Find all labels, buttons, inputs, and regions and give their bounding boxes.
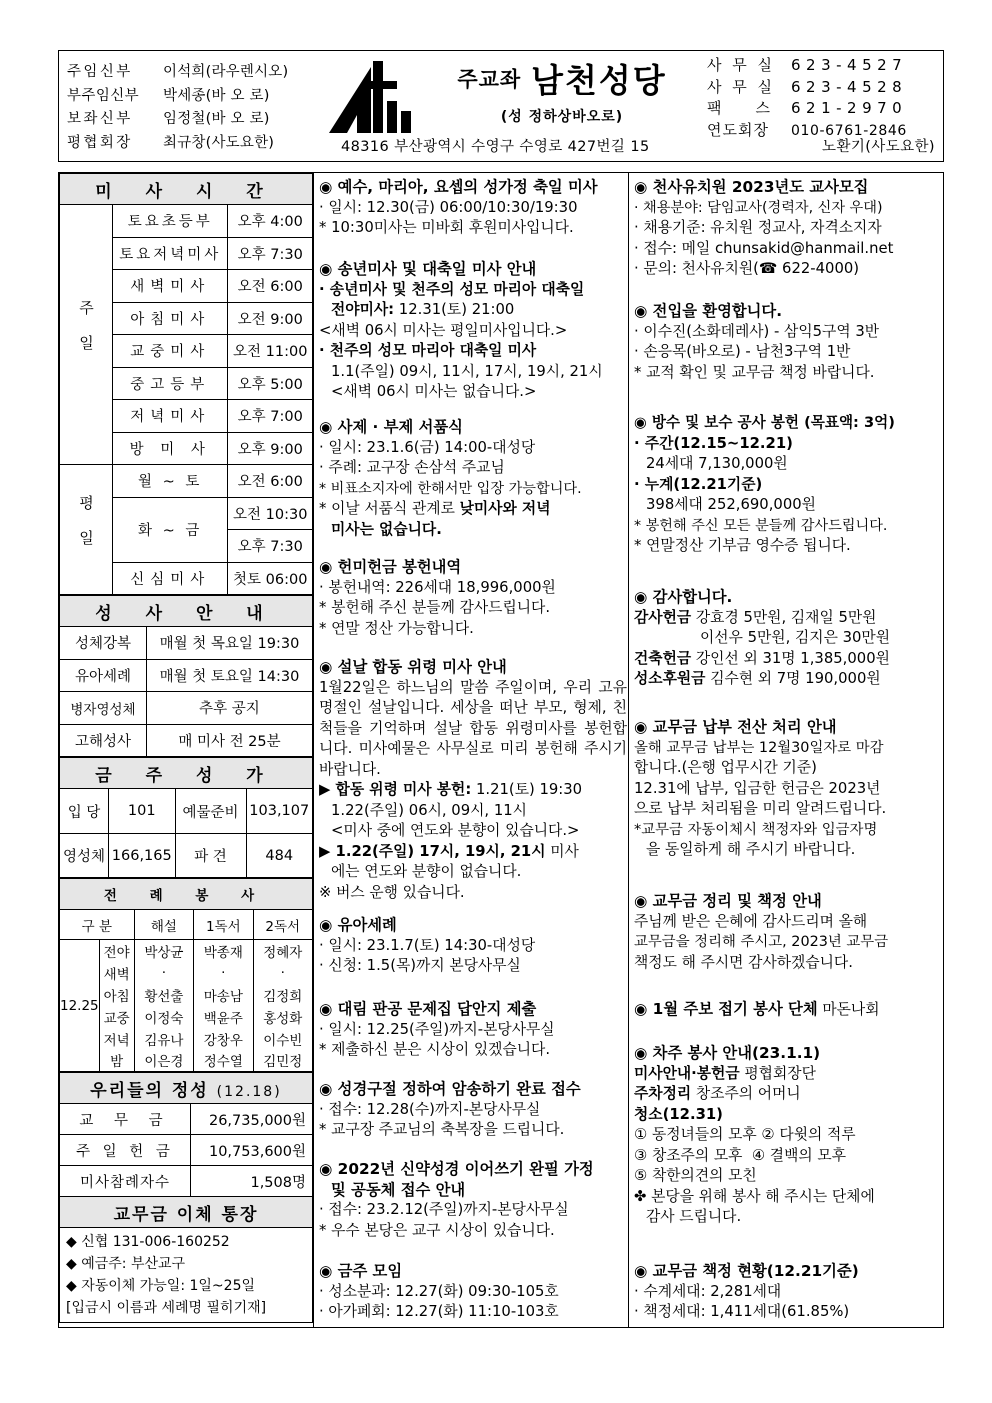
mass-name: 화 ~ 금 (113, 497, 228, 562)
notice-heading: ◉ 차주 봉사 안내(23.1.1) (634, 1044, 821, 1062)
weekday-label: 평일 (60, 465, 113, 595)
mass-time: 오후 4:00 (228, 205, 313, 238)
sacrament-info: 매 미사 전 25분 (147, 724, 313, 757)
notice-heading: ◉ 교무금 정리 및 책정 안내 (634, 892, 822, 910)
liturgy-mass: 아침 (99, 984, 134, 1006)
notice-heading: ◉ 유아세례 (319, 916, 397, 934)
mass-name: 저녁미사 (113, 400, 228, 433)
notice-ordination: ◉ 사제 · 부제 서품식 · 일시: 23.1.6(금) 14:00-대성당 · 주례: 교구장 손삼석 주교님 * 비표소지자에 한해서만 입장 가능합니다. * 이날 서품식 관계로 낮미사와 저녁 미사는 없습니다. (319, 417, 627, 540)
mass-time: 첫토 06:00 (228, 562, 313, 595)
contact-row: 연도회장 010-6761-2846 (707, 120, 907, 139)
liturgy-cell: 이은경 (134, 1050, 193, 1072)
sacrament-info: 매월 첫 목요일 19:30 (147, 627, 313, 660)
mass-time: 오후 9:00 (228, 432, 313, 465)
notice-heading: ◉ 1월 주보 접기 봉사 단체 (634, 1000, 818, 1018)
notice-heading: ◉ 방수 및 보수 공사 봉헌 (목표액: 3억) (634, 414, 895, 431)
liturgy-cell: · (134, 962, 193, 984)
notice-heading: ◉ 헌미헌금 봉헌내역 (319, 558, 462, 576)
sacrament-info: 매월 첫 토요일 14:30 (147, 659, 313, 692)
liturgy-cell: 이수빈 (253, 1028, 312, 1050)
notice-dues-assessment: ◉ 교무금 정리 및 책정 안내 주님께 받은 은혜에 감사드리며 올해 교무금을 정리해 주시고, 2023년 교무금 책정도 해 주시면 감사하겠습니다. (634, 891, 942, 973)
liturgy-cell: 김정희 (253, 984, 312, 1006)
sacrament-name: 병자영성체 (60, 692, 147, 725)
liturgy-cell: · (253, 962, 312, 984)
address-line: 48316 부산광역시 수영구 수영로 427번길 15 노환기(사도요한) (341, 135, 941, 156)
hymn-number: 166,165 (109, 834, 176, 878)
hymn-title: 금 주 성 가 (60, 758, 313, 789)
mass-name: 중고등부 (113, 367, 228, 400)
sacrament-name: 고해성사 (60, 724, 147, 757)
liturgy-cell: 김민정 (253, 1050, 312, 1072)
notice-heading: ◉ 예수, 마리아, 요셉의 성가정 축일 미사 (319, 178, 598, 196)
bulletin-body (58, 172, 944, 1328)
notice-thanks: ◉ 감사합니다. 감사헌금 강효경 5만원, 김재일 5만원 이선우 5만원, 김지은 30만원 건축헌금 강인선 외 31명 1,385,000원 성소후원금 김수현 외 7명 190,000원 (634, 587, 942, 690)
contact-list (707, 55, 939, 142)
notice-lunar-new-year-mass: ◉ 설날 합동 위령 미사 안내 1월22일은 하느님의 말씀 주일이며, 우리 고유 명절인 설날입니다. 세상을 떠난 부모, 형제, 친척들을 기억하며 설날 합동 위령미사를 봉헌합니다. 미사예물은 사무실로 미리 봉헌해 주시기 바랍니다. ▶ 합동 위령 미사 봉헌: 1.21(토) 19:30 1.22(주일) 06시, 09시, 11시 <미사 중에 연도와 분향이 있습니다.> ▶ 1.22(주일) 17시, 19시, 21시 미사 에는 연도와 분향이 없습니다. ※ 버스 운행 있습니다. (319, 658, 627, 901)
mass-schedule-title: 미 사 시 간 (60, 174, 313, 205)
liturgy-cell: · (194, 962, 253, 984)
liturgy-cell: 정수열 (194, 1050, 253, 1072)
sincerity-table (59, 1072, 313, 1228)
hymn-number: 103,107 (246, 789, 313, 834)
patron-saint: (성 정하상바오로) (500, 109, 624, 125)
liturgy-mass: 새벽 (99, 962, 134, 984)
liturgy-cell: 황선출 (134, 984, 193, 1006)
notice-next-week-service: ◉ 차주 봉사 안내(23.1.1) 미사안내·봉헌금 평협회장단 주차정리 창조주의 어머니 청소(12.31) ① 동정녀들의 모후 ② 다윗의 적루 ③ 창조주의 모후 ④ 결백의 모후 ⑤ 착한의견의 모친 ✤ 본당을 위해 봉사 해 주시는 단체에 감사 드립니다. (634, 1043, 942, 1228)
sacrament-title: 성 사 안 내 (60, 596, 313, 627)
liturgy-cell: 김유나 (134, 1028, 193, 1050)
notice-donation: ◉ 헌미헌금 봉헌내역 · 봉헌내역: 226세대 18,996,000원 * 봉헌해 주신 분들께 감사드립니다. * 연말 정산 가능합니다. (319, 557, 627, 639)
clergy-row: 주임신부 이석희(라우렌시오) (67, 64, 289, 80)
account-line: ◆ 자동이체 가능일: 1일~25일 (66, 1278, 256, 1294)
sacrament-info: 추후 공지 (147, 692, 313, 725)
clergy-row: 보좌신부 임정철(바 오 로) (67, 111, 270, 127)
mass-name: 새벽미사 (113, 270, 228, 303)
contact-row: 사 무 실 623-4527 (707, 56, 908, 74)
sunday-label: 주일 (60, 205, 113, 465)
clergy-row: 평협회장 최규창(사도요한) (67, 134, 275, 151)
notice-heading: ◉ 송년미사 및 대축일 미사 안내 (319, 260, 537, 278)
mass-name: 토요초등부 (113, 205, 228, 238)
notice-kindergarten-hiring: ◉ 천사유치원 2023년도 교사모집 · 채용분야: 담임교사(경력자, 신자 우대) · 채용기준: 유치원 정교사, 자격소지자 · 접수: 메일 chunsakid@hanmail.net · 문의: 천사유치원(☎ 622-4000) (634, 177, 942, 280)
header (58, 50, 944, 162)
mass-time: 오후 7:30 (228, 530, 313, 563)
clergy-list (67, 61, 317, 155)
sincerity-name: 교 무 금 (60, 1104, 191, 1135)
notice-heading: ◉ 교무금 책정 현황(12.21기준) (634, 1262, 859, 1280)
left-column (59, 173, 314, 1327)
notice-heading: ◉ 교무금 납부 전산 처리 안내 (634, 718, 837, 736)
notice-dues-status: ◉ 교무금 책정 현황(12.21기준) · 수계세대: 2,281세대 · 책정세대: 1,411세대(61.85%) (634, 1261, 942, 1323)
notice-heading: ◉ 설날 합동 위령 미사 안내 (319, 658, 507, 676)
district-leader: 노환기(사도요한) (822, 139, 935, 155)
middle-column (315, 173, 629, 1327)
hymn-label: 입 당 (60, 789, 109, 834)
liturgy-mass: 밤 (99, 1050, 134, 1072)
contact-row: 팩 스 621-2970 (707, 99, 908, 117)
mass-name: 아침미사 (113, 302, 228, 335)
mass-time: 오전 9:00 (228, 302, 313, 335)
mass-name: 방 미 사 (113, 432, 228, 465)
liturgy-cell: 정혜자 (253, 940, 312, 962)
church-logo-icon (327, 59, 417, 135)
mass-time: 오전 11:00 (228, 335, 313, 368)
notice-welcome-newcomers: ◉ 전입을 환영합니다. · 이수진(소화데레사) - 삼익5구역 3반 · 손응목(바오로) - 남천3구역 1반 * 교적 확인 및 교무금 책정 바랍니다. (634, 301, 942, 383)
liturgy-date: 12.25 (60, 940, 100, 1072)
parish-name: 남천성당 (531, 61, 667, 100)
liturgy-header: 1독서 (194, 910, 253, 940)
notice-folding-volunteers: ◉ 1월 주보 접기 봉사 단체 마돈나회 (634, 1000, 880, 1018)
notice-heading: ◉ 천사유치원 2023년도 교사모집 (634, 178, 869, 196)
liturgy-mass: 저녁 (99, 1028, 134, 1050)
liturgy-mass: 교중 (99, 1006, 134, 1028)
sincerity-value: 10,753,600원 (191, 1135, 313, 1166)
notice-heading: ◉ 성경구절 정하여 암송하기 완료 접수 (319, 1080, 581, 1098)
notice-dues-processing: ◉ 교무금 납부 전산 처리 안내 올해 교무금 납부는 12월30일자로 마감 합니다.(은행 업무시간 기준) 12.31에 납부, 입금한 헌금은 2023년 으로 납부 처리됨을 미리 알려드립니다. *교무금 자동이체시 책정자와 입금자명 을 동일하게 해 주시기 바랍니다. (634, 717, 942, 861)
liturgy-header: 2독서 (253, 910, 312, 940)
parish-title (417, 55, 707, 126)
mass-time: 오전 10:30 (228, 497, 313, 530)
mass-time: 오전 6:00 (228, 465, 313, 498)
notice-year-end-mass: ◉ 송년미사 및 대축일 미사 안내 · 송년미사 및 천주의 성모 마리아 대축일 전야미사: 12.31(토) 21:00 <새벽 06시 미사는 평일미사입니다.> · 천주의 성모 마리아 대축일 미사 1.1(주일) 09시, 11시, 17시, 19시, 21시 <새벽 06시 미사는 없습니다.> (319, 259, 627, 403)
sacrament-name: 성체강복 (60, 627, 147, 660)
liturgy-header: 구 분 (60, 910, 135, 940)
notice-heading: ◉ 대림 판공 문제집 답안지 제출 (319, 1000, 537, 1018)
liturgy-cell: 백윤주 (194, 1006, 253, 1028)
sacrament-table (59, 595, 313, 757)
hymn-number: 101 (109, 789, 176, 834)
notice-heading: ◉ 전입을 환영합니다. (634, 302, 783, 320)
clergy-row: 부주임신부 박세종(바 오 로) (67, 87, 270, 104)
hymn-label: 파 견 (175, 834, 246, 878)
liturgy-header: 해설 (134, 910, 193, 940)
liturgy-cell: 이정숙 (134, 1006, 193, 1028)
sincerity-name: 주 일 헌 금 (60, 1135, 191, 1166)
liturgy-title: 전 례 봉 사 (60, 879, 313, 910)
liturgy-mass: 전야 (99, 940, 134, 962)
liturgy-cell: 홍성화 (253, 1006, 312, 1028)
notice-heading: ◉ 감사합니다. (634, 588, 733, 606)
diocese-label: 주교좌 (457, 67, 522, 92)
mass-schedule-table (59, 173, 313, 595)
hymn-table (59, 757, 313, 878)
notice-bible-memorization: ◉ 성경구절 정하여 암송하기 완료 접수 · 접수: 12.28(수)까지-본당사무실 * 교구장 주교님의 축복장을 드립니다. (319, 1079, 627, 1141)
hymn-label: 예물준비 (175, 789, 246, 834)
mass-time: 오전 6:00 (228, 270, 313, 303)
notice-heading: ◉ 금주 모임 (319, 1262, 403, 1280)
notice-advent-workbook: ◉ 대림 판공 문제집 답안지 제출 · 일시: 12.25(주일)까지-본당사무실 * 제출하신 분은 시상이 있겠습니다. (319, 999, 627, 1061)
mass-name: 토요저녁미사 (113, 237, 228, 270)
bulletin-page (58, 50, 944, 1328)
sincerity-name: 미사참례자수 (60, 1166, 191, 1197)
notice-meetings: ◉ 금주 모임 · 성소분과: 12.27(화) 09:30-105호 · 아가페회: 12.27(화) 11:10-103호 (319, 1261, 627, 1323)
notice-heading: ◉ 사제 · 부제 서품식 (319, 418, 463, 436)
contact-row: 사 무 실 623-4528 (707, 77, 908, 96)
mass-name: 월 ~ 토 (113, 465, 228, 498)
liturgy-cell: 강창우 (194, 1028, 253, 1050)
notice-repair-donation: ◉ 방수 및 보수 공사 봉헌 (목표액: 3억) · 주간(12.15~12.21) 24세대 7,130,000원 · 누계(12.21기준) 398세대 252,690,000원 * 봉헌해 주신 모든 분들께 감사드립니다. * 연말정산 기부금 영수증 됩니다. (634, 413, 942, 557)
sincerity-value: 26,735,000원 (191, 1104, 313, 1135)
hymn-number: 484 (246, 834, 313, 878)
sincerity-value: 1,508명 (191, 1166, 313, 1197)
liturgy-table (59, 878, 313, 1072)
notice-heading: ◉ 2022년 신약성경 이어쓰기 완필 가정 (319, 1160, 594, 1178)
sacrament-name: 유아세례 (60, 659, 147, 692)
account-line: ◆ 신협 131-006-160252 (66, 1234, 230, 1250)
liturgy-cell: 박상균 (134, 940, 193, 962)
hymn-label: 영성체 (60, 834, 109, 878)
notice-infant-baptism: ◉ 유아세례 · 일시: 23.1.7(토) 14:30-대성당 · 신청: 1.5(목)까지 본당사무실 (319, 915, 627, 977)
account-line: [입금시 이름과 세례명 필히기재] (66, 1300, 267, 1316)
sincerity-title: 우리들의 정성 (12.18) (60, 1073, 313, 1104)
notice-bible-transcription: ◉ 2022년 신약성경 이어쓰기 완필 가정 및 공동체 접수 안내 · 접수: 23.2.12(주일)까지-본당사무실 * 우수 본당은 교구 시상이 있습니다. (319, 1159, 627, 1241)
mass-time: 오후 7:30 (228, 237, 313, 270)
mass-name: 신심미사 (113, 562, 228, 595)
liturgy-cell: 마송남 (194, 984, 253, 1006)
mass-name: 교중미사 (113, 335, 228, 368)
liturgy-cell: 박종재 (194, 940, 253, 962)
account-title: 교무금 이체 통장 (60, 1197, 313, 1228)
account-line: ◆ 예금주: 부산교구 (66, 1256, 186, 1272)
right-column (630, 173, 943, 1327)
notice-holy-family: ◉ 예수, 마리아, 요셉의 성가정 축일 미사 · 일시: 12.30(금) 06:00/10:30/19:30 * 10:30미사는 미바회 후원미사입니다. (319, 177, 627, 239)
mass-time: 오후 5:00 (228, 367, 313, 400)
mass-time: 오후 7:00 (228, 400, 313, 433)
account-info (59, 1228, 313, 1323)
